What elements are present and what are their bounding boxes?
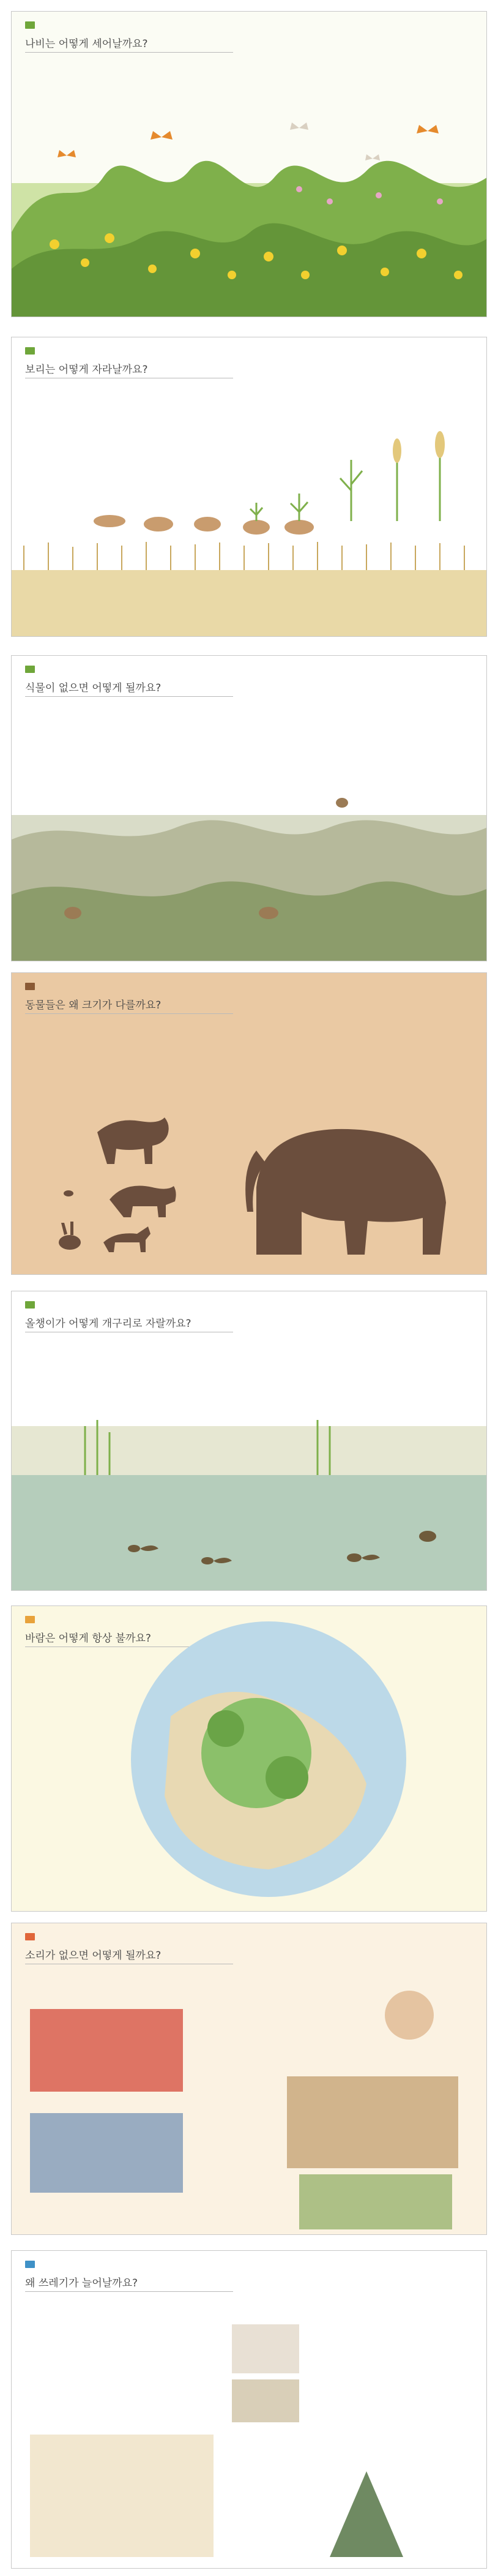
city-sound-illustration: [12, 1923, 487, 2235]
page-title: 소리가 없으면 어떻게 될까요?: [25, 1950, 162, 1962]
spread-tadpole: [11, 1291, 487, 1591]
meadow-illustration: [12, 12, 487, 317]
spread-butterfly: [11, 11, 487, 317]
page-title: 바람은 어떻게 항상 불까요?: [25, 1632, 151, 1645]
spread-barley: [11, 337, 487, 637]
trash-illustration: [12, 2251, 487, 2569]
page-title: 올챙이가 어떻게 개구리로 자랄까요?: [25, 1318, 191, 1330]
page-title: 식물이 없으면 어떻게 될까요?: [25, 682, 162, 694]
page-title: 나비는 어떻게 세어날까요?: [25, 38, 148, 50]
pond-illustration: [12, 1291, 487, 1591]
spread-no-plants: [11, 655, 487, 961]
barley-growth-illustration: [12, 337, 487, 637]
spread-animal-sizes: [11, 972, 487, 1275]
spread-wind: [11, 1605, 487, 1912]
page-title: 왜 쓰레기가 늘어날까요?: [25, 2277, 138, 2289]
forest-floor-illustration: [12, 656, 487, 961]
page-title: 보리는 어떻게 자라날까요?: [25, 364, 148, 376]
spread-trash: [11, 2250, 487, 2569]
animal-silhouettes: [12, 973, 487, 1275]
globe-illustration: [12, 1606, 487, 1912]
page-title: 동물들은 왜 크기가 다를까요?: [25, 999, 162, 1012]
spread-sound: [11, 1923, 487, 2235]
